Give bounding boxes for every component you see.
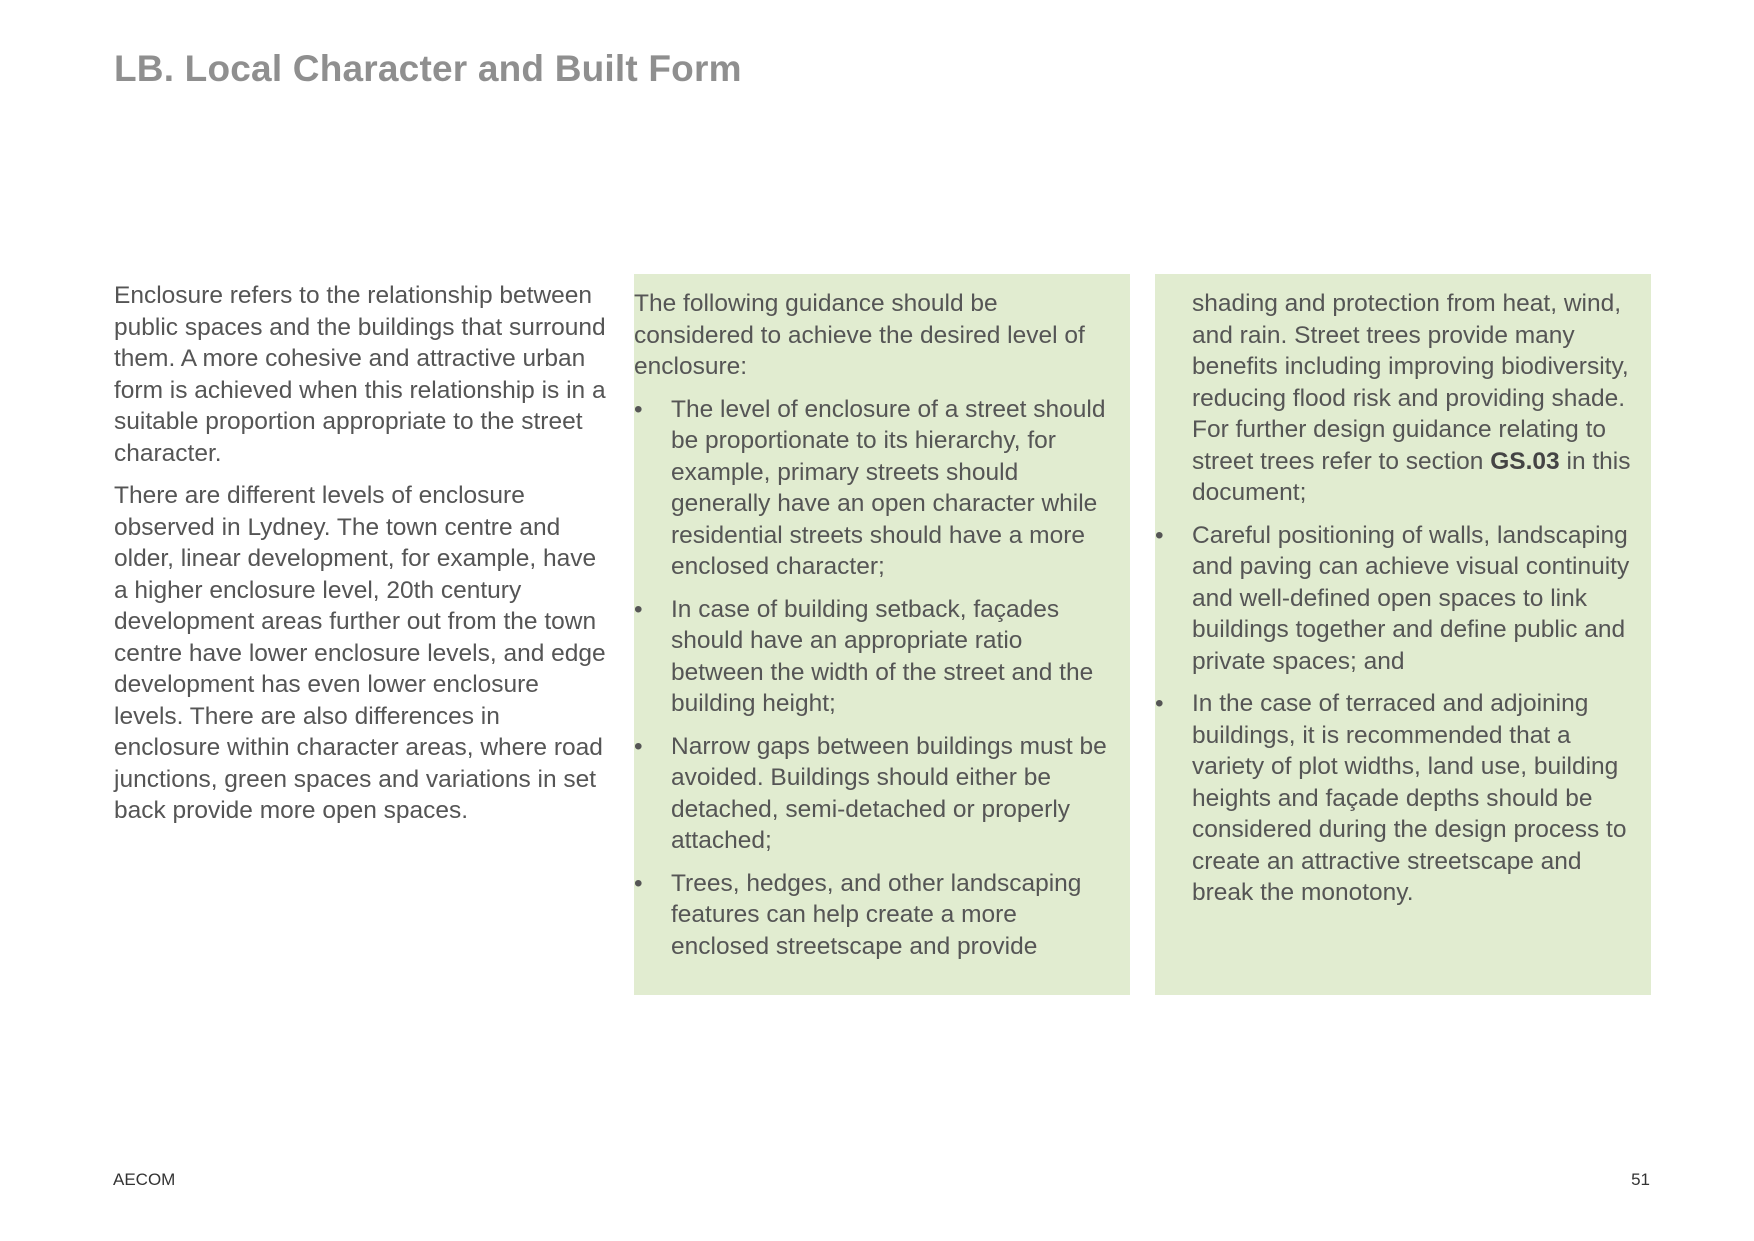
continuation-text-end: in this document; bbox=[1192, 447, 1631, 506]
guidance-item-text: The level of enclosure of a street should be proportionate to its hierarchy, for example, primary streets should generally have an open character while residential streets should have a more enclosed character; bbox=[671, 395, 1106, 580]
guidance-item bbox=[634, 868, 1120, 963]
page-number: 51 bbox=[1631, 1170, 1650, 1189]
guidance-panel-left bbox=[634, 274, 1130, 995]
footer-brand: AECOM bbox=[113, 1170, 176, 1189]
guidance-item bbox=[1155, 688, 1649, 909]
bullet-icon: • bbox=[634, 732, 643, 760]
guidance-intro: The following guidance should be considered to achieve the desired level of enclosure: bbox=[634, 290, 1085, 380]
guidance-item bbox=[634, 594, 1120, 720]
guidance-item-text: Careful positioning of walls, landscaping and paving can achieve visual continuity and well-defined open spaces to link buildings together and define public and private spaces; and bbox=[1192, 521, 1630, 675]
intro-column bbox=[114, 280, 609, 838]
intro-paragraph: There are different levels of enclosure observed in Lydney. The town centre and older, linear development, for example, have a higher enclosure level, 20th century development areas further out from the town centre have lower enclosure levels, and edge development has even lower enclosure levels. There are also differences in enclosure within character areas, where road junctions, green spaces and variations in set back provide more open spaces. bbox=[114, 482, 606, 824]
page-title: LB. Local Character and Built Form bbox=[114, 48, 742, 89]
guidance-list-left bbox=[634, 394, 1120, 963]
guidance-item bbox=[1155, 520, 1649, 678]
guidance-item-continuation bbox=[1155, 288, 1649, 509]
guidance-panel-right bbox=[1155, 274, 1651, 995]
section-reference: GS.03 bbox=[1490, 447, 1560, 475]
guidance-list-right bbox=[1155, 520, 1649, 909]
guidance-item bbox=[634, 731, 1120, 857]
guidance-item-text: Trees, hedges, and other landscaping features can help create a more enclosed streetscape and provide bbox=[671, 869, 1082, 960]
bullet-icon: • bbox=[634, 395, 643, 423]
guidance-item bbox=[634, 394, 1120, 583]
guidance-item-text: In case of building setback, façades should have an appropriate ratio between the width of the street and the building height; bbox=[671, 595, 1094, 717]
guidance-item-text: Narrow gaps between buildings must be avoided. Buildings should either be detached, semi-detached or properly attached; bbox=[671, 732, 1107, 854]
bullet-icon: • bbox=[634, 869, 643, 897]
bullet-icon: • bbox=[1155, 690, 1164, 717]
intro-paragraph: Enclosure refers to the relationship between public spaces and the buildings that surround them. A more cohesive and attractive urban form is achieved when this relationship is in a suitable proportion appropriate to the street character. bbox=[114, 282, 606, 467]
continuation-text: shading and protection from heat, wind, and rain. Street trees provide many benefits including improving biodiversity, reducing flood risk and providing shade. For further design guidance relating to street trees refer to section bbox=[1192, 290, 1629, 475]
bullet-icon: • bbox=[1155, 521, 1164, 549]
bullet-icon: • bbox=[634, 595, 643, 623]
guidance-item-text: In the case of terraced and adjoining buildings, it is recommended that a variety of plot widths, land use, building heights and façade depths should be considered during the design process to create an attractive streetscape and break the monotony. bbox=[1192, 690, 1627, 906]
